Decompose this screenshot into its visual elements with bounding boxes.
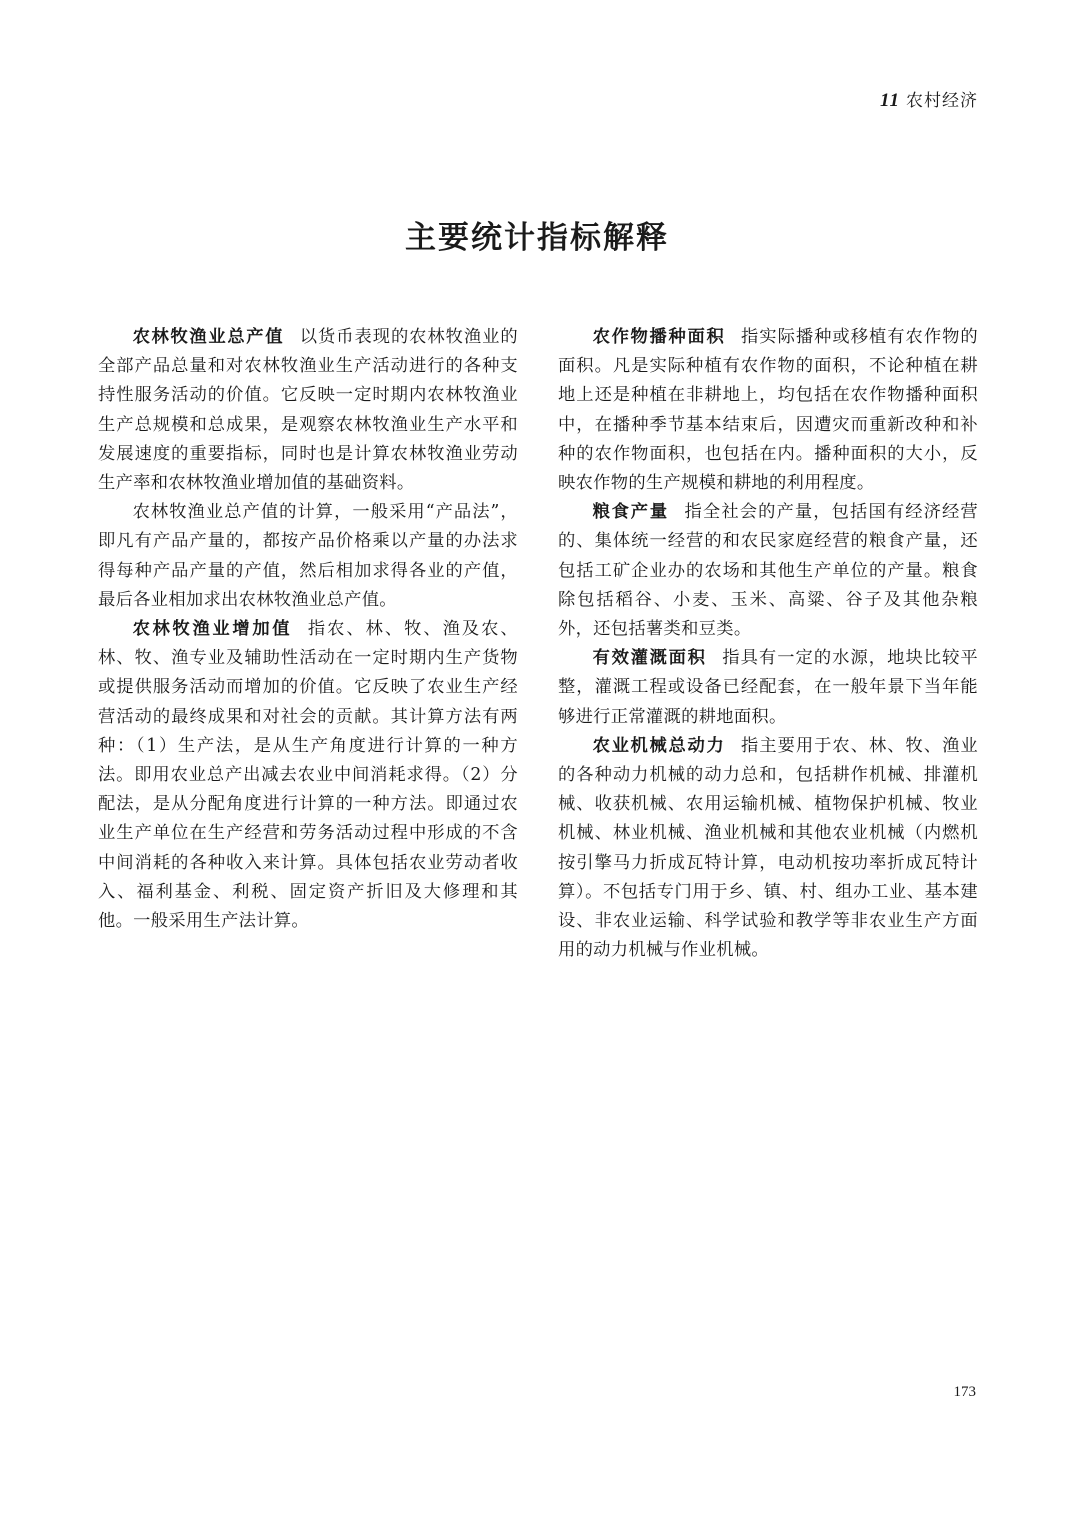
paragraph-value-added [98, 615, 518, 936]
term-heading: 有效灌溉面积 [592, 648, 707, 669]
term-heading: 粮食产量 [592, 502, 669, 523]
paragraph-gross-output [98, 323, 518, 498]
paragraph-output-calculation [98, 498, 518, 615]
page-title: 主要统计指标解释 [405, 220, 669, 256]
term-heading: 农业机械总动力 [592, 735, 726, 756]
paragraph-machinery-power [558, 732, 978, 966]
paragraph-text: 指农、林、牧、渔及农、林、牧、渔专业及辅助性活动在一定时期内生产货物或提供服务活动而增加的价值。它反映了农业生产经营活动的最终成果和对社会的贡献。其计算方法有两种：（1）生产法，是从生产角度进行计算的一种方法。即用农业总产出减去农业中间消耗求得。（2）分配法，是从分配角度进行计算的一种方法。即通过农业生产单位在生产经营和劳务活动过程中形成的不含中间消耗的各种收入来计算。具体包括农业劳动者收入、福利基金、利税、固定资产折旧及大修理和其他。一般采用生产法计算。 [98, 619, 518, 932]
running-header [880, 86, 978, 112]
paragraph-text: 指全社会的产量，包括国有经济经营的、集体统一经营的和农民家庭经营的粮食产量，还包括工矿企业办的农场和其他生产单位的产量。粮食除包括稻谷、小麦、玉米、高粱、谷子及其他杂粮外，还包括薯类和豆类。 [558, 502, 978, 640]
paragraph-irrigated-area [558, 644, 978, 732]
paragraph-text: 以货币表现的农林牧渔业的全部产品总量和对农林牧渔业生产活动进行的各种支持性服务活动的价值。它反映一定时期内农林牧渔业生产总规模和总成果，是观察农林牧渔业生产水平和发展速度的重要指标，同时也是计算农林牧渔业劳动生产率和农林牧渔业增加值的基础资料。 [98, 327, 518, 494]
chapter-number: 11 [880, 90, 900, 111]
paragraph-text: 农林牧渔业总产值的计算，一般采用“产品法”，即凡有产品产量的，都按产品价格乘以产量的办法求得每种产品产量的产值，然后相加求得各业的产值，最后各业相加求出农林牧渔业总产值。 [98, 502, 518, 610]
term-heading: 农林牧渔业总产值 [132, 327, 285, 347]
paragraph-text: 指具有一定的水源，地块比较平整，灌溉工程或设备已经配套，在一般年景下当年能够进行正常灌溉的耕地面积。 [558, 648, 978, 727]
paragraph-text: 指主要用于农、林、牧、渔业的各种动力机械的动力总和，包括耕作机械、排灌机械、收获机械、农用运输机械、植物保护机械、牧业机械、林业机械、渔业机械和其他农业机械（内燃机按引擎马力折成瓦特计算，电动机按功率折成瓦特计算）。不包括专门用于乡、镇、村、组办工业、基本建设、非农业运输、科学试验和教学等非农业生产方面用的动力机械与作业机械。 [558, 735, 978, 961]
right-column [558, 323, 978, 965]
paragraph-sown-area [558, 323, 978, 498]
paragraph-grain-output [558, 498, 978, 644]
chapter-title: 农村经济 [906, 91, 978, 111]
page-number: 173 [953, 1384, 976, 1400]
term-heading: 农作物播种面积 [592, 327, 726, 347]
term-heading: 农林牧渔业增加值 [132, 619, 293, 640]
paragraph-text: 指实际播种或移植有农作物的面积。凡是实际种植有农作物的面积，不论种植在耕地上还是种植在非耕地上，均包括在农作物播种面积中，在播种季节基本结束后，因遭灾而重新改种和补种的农作物面积，也包括在内。播种面积的大小，反映农作物的生产规模和耕地的利用程度。 [558, 327, 978, 494]
left-column [98, 323, 518, 936]
